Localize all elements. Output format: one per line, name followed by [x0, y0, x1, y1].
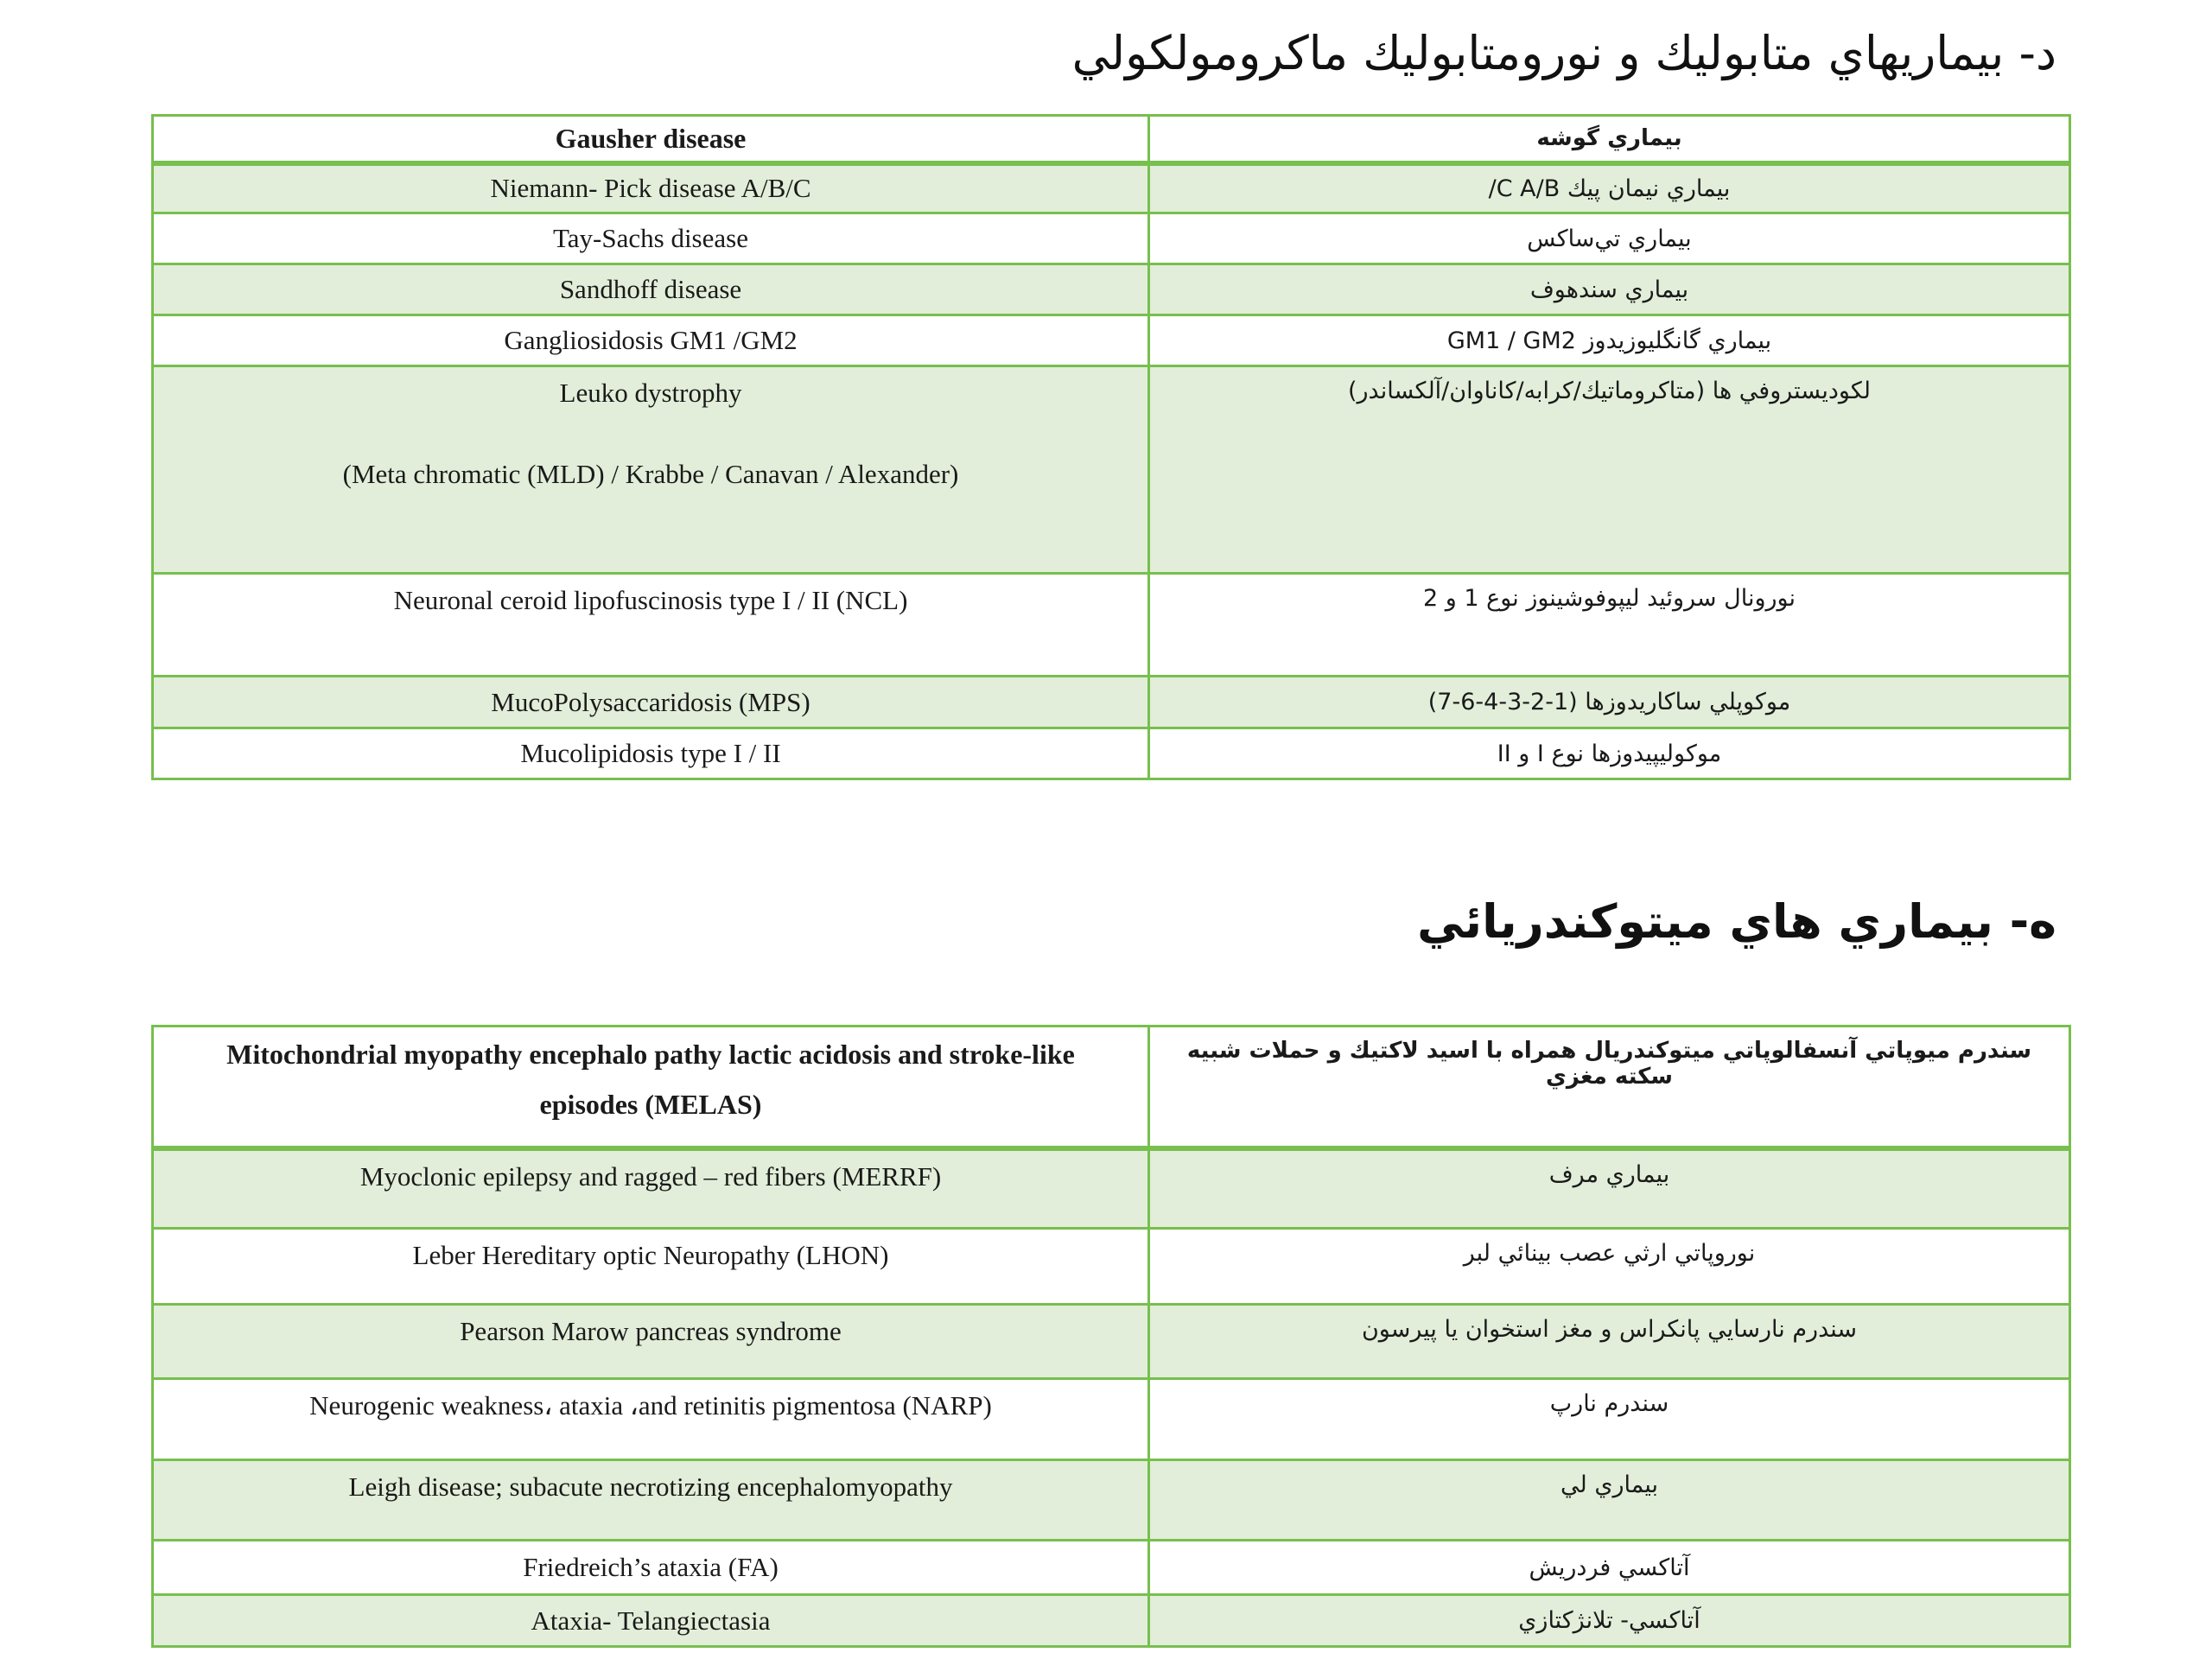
row-fa-cell: نورونال سروئيد ليپوفوشينوز نوع 1 و 2 — [1149, 574, 2070, 677]
row-en-cell: Mucolipidosis type I / II — [153, 728, 1149, 779]
row-fa-cell: بيماري نيمان پيك C A/B/ — [1149, 163, 2070, 213]
table-row — [153, 1148, 2070, 1229]
row-en-cell: Myoclonic epilepsy and ragged – red fibers (MERRF) — [153, 1148, 1149, 1229]
table-row — [153, 1460, 2070, 1541]
row-fa-cell: سندرم نارسايي پانكراس و مغز استخوان يا پيرسون — [1149, 1305, 2070, 1379]
table-row — [153, 315, 2070, 366]
row-fa-cell: بيماري تي‌ساكس — [1149, 213, 2070, 264]
row-en-cell: Tay-Sachs disease — [153, 213, 1149, 264]
row-fa-cell: آتاكسي فردريش — [1149, 1541, 2070, 1595]
row-fa-cell: نوروپاتي ارثي عصب بينائي لبر — [1149, 1229, 2070, 1305]
row-fa-cell: بيماري گانگليوزيدوز GM1 / GM2 — [1149, 315, 2070, 366]
row-en-cell: Niemann- Pick disease A/B/C — [153, 163, 1149, 213]
row-fa-cell: موكوليپيدوزها نوع I و II — [1149, 728, 2070, 779]
row-en-cell: Sandhoff disease — [153, 264, 1149, 315]
table-row — [153, 677, 2070, 728]
row-en-line: Leuko dystrophy — [559, 378, 742, 408]
header-en-cell — [153, 1027, 1149, 1148]
table-row — [153, 1379, 2070, 1460]
row-en-cell: Neurogenic weakness، ataxia ،and retinitis pigmentosa (NARP) — [153, 1379, 1149, 1460]
table-row — [153, 366, 2070, 574]
table-row — [153, 1541, 2070, 1595]
row-fa-cell: بيماري لي — [1149, 1460, 2070, 1541]
table-row — [153, 264, 2070, 315]
row-en-cell: Ataxia- Telangiectasia — [153, 1595, 1149, 1647]
table-header-row — [153, 1027, 2070, 1148]
section-e-title: ه- بيماري هاي ميتوكندريائي — [1417, 894, 2056, 949]
row-en-cell: Leigh disease; subacute necrotizing encephalomyopathy — [153, 1460, 1149, 1541]
table-row — [153, 1229, 2070, 1305]
row-fa-cell: موكوپلي ساكاريدوزها (1-2-3-4-6-7) — [1149, 677, 2070, 728]
row-en-cell: Pearson Marow pancreas syndrome — [153, 1305, 1149, 1379]
header-en-line: Mitochondrial myopathy encephalo pathy lactic acidosis and stroke-like — [226, 1039, 1075, 1070]
row-en-cell: Neuronal ceroid lipofuscinosis type I / II (NCL) — [153, 574, 1149, 677]
row-fa-cell: سندرم نارپ — [1149, 1379, 2070, 1460]
row-en-cell: Leber Hereditary optic Neuropathy (LHON) — [153, 1229, 1149, 1305]
section-d-title: د- بيماريهاي متابوليك و نورومتابوليك ماكرومولكولي — [1071, 26, 2056, 80]
row-en-cell: Friedreich’s ataxia (FA) — [153, 1541, 1149, 1595]
row-en-cell — [153, 366, 1149, 574]
row-fa-cell: لكوديستروفي ها (متاكروماتيك/كرابه/كاناوان/آلكساندر) — [1149, 366, 2070, 574]
metabolic-diseases-table — [151, 114, 2071, 780]
table-header-row — [153, 116, 2070, 163]
row-fa-cell: بيماري مرف — [1149, 1148, 2070, 1229]
table-row — [153, 728, 2070, 779]
header-en-cell: 󠆿󠆿󠆿󠆿󠆿󠆿Gausher disease — [153, 116, 1149, 163]
header-fa-cell: بيماري گوشه — [1149, 116, 2070, 163]
row-en-line: (Meta chromatic (MLD) / Krabbe / Canavan / Alexander) — [342, 459, 959, 489]
table-row — [153, 163, 2070, 213]
mitochondrial-diseases-table — [151, 1025, 2071, 1648]
header-en-line: episodes (MELAS) — [539, 1089, 762, 1120]
table-row — [153, 574, 2070, 677]
header-fa-cell: سندرم ميوپاتي آنسفالوپاتي ميتوكندريال همراه با اسيد لاكتيك و حملات شبيه سكته مغزي — [1149, 1027, 2070, 1148]
table-row — [153, 1595, 2070, 1647]
row-fa-cell: بيماري سندهوف — [1149, 264, 2070, 315]
row-fa-cell: آتاكسي- تلانژكتازي — [1149, 1595, 2070, 1647]
row-en-cell: Gangliosidosis GM1 /GM2 — [153, 315, 1149, 366]
row-en-cell: MucoPolysaccaridosis (MPS) — [153, 677, 1149, 728]
table-row — [153, 1305, 2070, 1379]
table-row — [153, 213, 2070, 264]
